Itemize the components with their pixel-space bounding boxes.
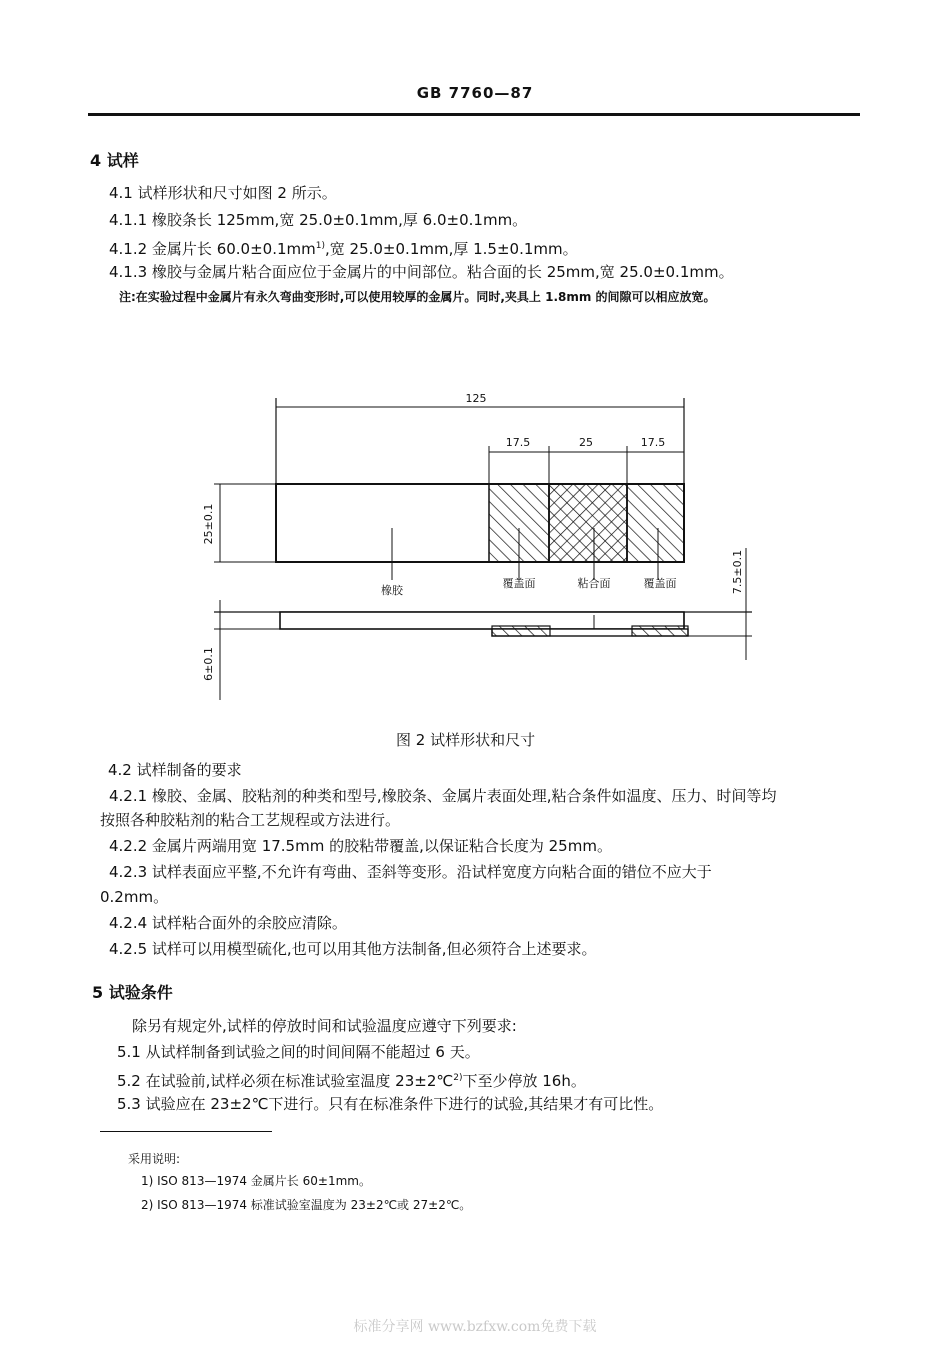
label-cover-left: 覆盖面: [502, 577, 536, 590]
section-5-title: 5 试验条件: [92, 983, 173, 1002]
dim-metal-width: 7.5±0.1: [731, 549, 744, 595]
top-view: [214, 398, 684, 580]
para-4-2-5: 4.2.5 试样可以用模型硫化,也可以用其他方法制备,但必须符合上述要求。: [109, 940, 597, 958]
label-bond: 粘合面: [577, 577, 611, 590]
footnote-rule: [100, 1131, 272, 1132]
rubber-strip-side: [280, 612, 684, 629]
dim-left-cover: 17.5: [505, 436, 531, 449]
figure-2-caption: 图 2 试样形状和尺寸: [396, 731, 536, 749]
footnote-title: 采用说明:: [128, 1152, 181, 1166]
label-rubber: 橡胶: [381, 584, 403, 597]
para-4-2-3-line1: 4.2.3 试样表面应平整,不允许有弯曲、歪斜等变形。沿试样宽度方向粘合面的错位不应大于: [109, 863, 712, 881]
side-view: [214, 548, 752, 700]
para-5-1: 5.1 从试样制备到试验之间的时间间隔不能超过 6 天。: [117, 1043, 480, 1061]
para-5-2-rest: 下至少停放 16h。: [462, 1072, 586, 1090]
para-4-1-2-text: 4.1.2 金属片长 60.0±0.1mm: [109, 240, 316, 258]
para-4-2-1-line2: 按照各种胶粘剂的粘合工艺规程或方法进行。: [100, 811, 401, 829]
watermark-text: 标准分享网 www.bzfxw.com免费下载: [353, 1319, 597, 1335]
header-rule: [88, 113, 860, 116]
dim-width: 25±0.1: [202, 503, 215, 545]
note-4-1: 注:在实验过程中金属片有永久弯曲变形时,可以使用较厚的金属片。同时,夹具上 1.8mm 的间隙可以相应放宽。: [119, 290, 716, 304]
label-cover-right: 覆盖面: [643, 577, 677, 590]
para-5-2: [117, 1068, 586, 1091]
footnote-2: 2) ISO 813—1974 标准试验室温度为 23±2℃或 27±2℃。: [141, 1198, 472, 1212]
para-4-2-3-line2: 0.2mm。: [100, 888, 169, 906]
para-4-1: 4.1 试样形状和尺寸如图 2 所示。: [109, 184, 337, 202]
section-5-intro: 除另有规定外,试样的停放时间和试验温度应遵守下列要求:: [132, 1017, 517, 1035]
figure-2-specimen-drawing: [0, 380, 950, 710]
dim-right-cover: 17.5: [640, 436, 666, 449]
para-5-3: 5.3 试验应在 23±2℃下进行。只有在标准条件下进行的试验,其结果才有可比性。: [117, 1095, 664, 1113]
para-4-2-2: 4.2.2 金属片两端用宽 17.5mm 的胶粘带覆盖,以保证粘合长度为 25mm。: [109, 837, 612, 855]
para-4-2-4: 4.2.4 试样粘合面外的余胶应清除。: [109, 914, 347, 932]
footnote-ref-1: 1): [315, 241, 325, 251]
page-header-code: GB 7760—87: [416, 84, 534, 102]
dim-thickness: 6±0.1: [202, 647, 215, 681]
section-4-2-title: 4.2 试样制备的要求: [108, 761, 242, 779]
para-4-1-3: 4.1.3 橡胶与金属片粘合面应位于金属片的中间部位。粘合面的长 25mm,宽 25.0±0.1mm。: [109, 263, 734, 281]
para-4-2-1-line1: 4.2.1 橡胶、金属、胶粘剂的种类和型号,橡胶条、金属片表面处理,粘合条件如温度、压力、时间等均: [109, 787, 777, 805]
para-4-1-2: [109, 236, 578, 259]
para-4-1-1: 4.1.1 橡胶条长 125mm,宽 25.0±0.1mm,厚 6.0±0.1mm。: [109, 211, 528, 229]
para-5-2-text: 5.2 在试验前,试样必须在标准试验室温度 23±2℃: [117, 1072, 454, 1090]
footnote-1: 1) ISO 813—1974 金属片长 60±1mm。: [141, 1174, 371, 1188]
section-4-title: 4 试样: [90, 151, 139, 170]
para-4-1-2-rest: ,宽 25.0±0.1mm,厚 1.5±0.1mm。: [325, 240, 578, 258]
dim-total-length: 125: [465, 392, 487, 405]
dim-bond-length: 25: [579, 436, 593, 449]
footnote-ref-2: 2): [453, 1073, 463, 1083]
cover-area-right: [627, 484, 684, 562]
